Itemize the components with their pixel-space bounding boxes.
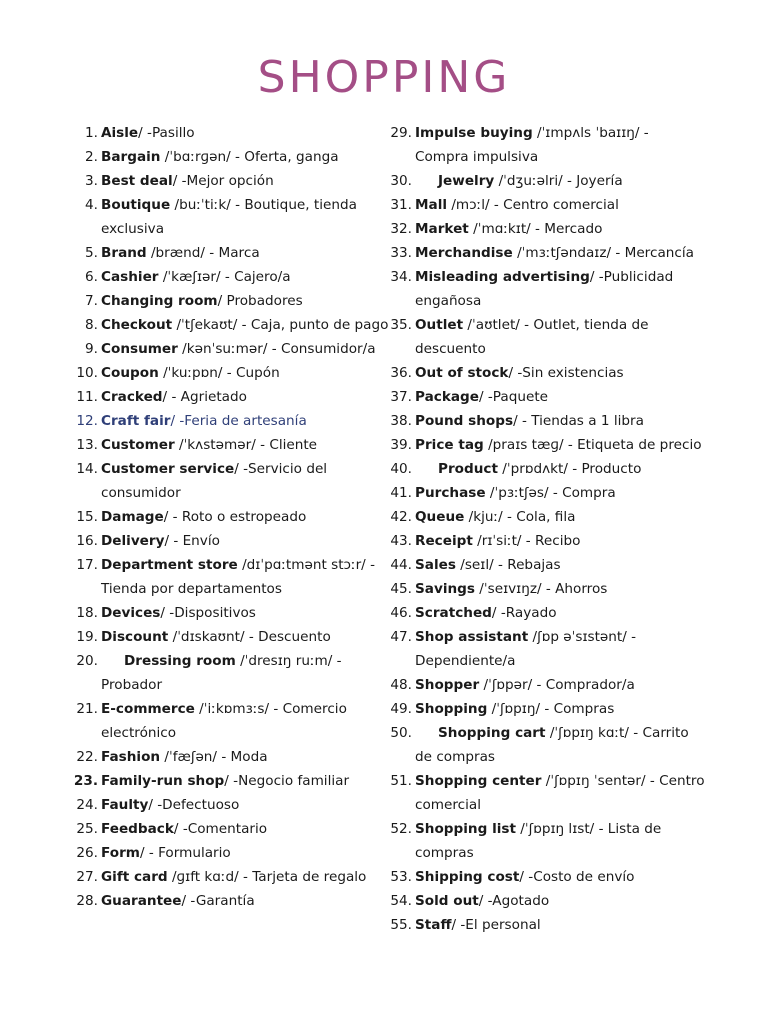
item-number: 37.	[390, 389, 412, 405]
vocab-term: Cracked	[101, 389, 163, 405]
vocab-definition: /ʃɒp əˈsɪstənt/ - Dependiente/a	[415, 629, 637, 669]
vocab-term: Misleading advertising	[415, 269, 590, 285]
item-number: 20.	[76, 653, 98, 669]
vocab-term: Shopper	[415, 677, 480, 693]
vocab-term: Changing room	[101, 293, 218, 309]
vocab-definition: / -Agotado	[478, 893, 550, 909]
vocab-item	[386, 241, 704, 265]
vocab-item	[72, 553, 388, 601]
vocab-definition: / -Defectuoso	[148, 797, 240, 813]
item-number: 36.	[390, 365, 412, 381]
vocab-definition: /ˈkæʃɪər/ - Cajero/a	[158, 269, 291, 285]
vocab-term: Bargain	[101, 149, 161, 165]
vocab-term: Aisle	[101, 125, 139, 141]
vocab-item	[72, 265, 388, 289]
vocab-item	[386, 625, 704, 673]
vocab-term: Purchase	[415, 485, 486, 501]
vocab-definition: /mɔːl/ - Centro comercial	[447, 197, 619, 213]
vocab-definition: / -Paquete	[479, 389, 549, 405]
vocab-definition: / -Mejor opción	[172, 173, 274, 189]
item-number: 29.	[390, 125, 412, 141]
vocab-item	[72, 601, 388, 625]
vocab-definition: /ˈseɪvɪŋz/ - Ahorros	[474, 581, 608, 597]
vocab-item	[386, 697, 704, 721]
item-number: 45.	[390, 581, 412, 597]
item-number: 1.	[85, 125, 98, 141]
item-number: 32.	[390, 221, 412, 237]
item-number: 7.	[85, 293, 98, 309]
vocab-item	[386, 673, 704, 697]
vocab-definition: /brænd/ - Marca	[146, 245, 260, 261]
vocab-item	[72, 337, 388, 361]
vocab-item	[72, 193, 388, 241]
vocab-definition: / -Publicidad engañosa	[415, 269, 674, 309]
vocab-item	[72, 241, 388, 265]
vocab-definition: / -Servicio del consumidor	[101, 461, 328, 501]
vocab-term: Boutique	[101, 197, 171, 213]
item-number: 17.	[76, 557, 98, 573]
vocab-item	[72, 865, 388, 889]
vocab-definition: / - Tiendas a 1 libra	[513, 413, 644, 429]
vocab-definition: /ˈiːkɒmɜːs/ - Comercio electrónico	[101, 701, 347, 741]
item-number: 21.	[76, 701, 98, 717]
item-number: 54.	[390, 893, 412, 909]
vocab-term: Pound shops	[415, 413, 514, 429]
vocab-item	[72, 625, 388, 649]
item-number: 24.	[76, 797, 98, 813]
item-number: 3.	[85, 173, 98, 189]
vocab-term: Guarantee	[101, 893, 182, 909]
vocab-term: Gift card	[101, 869, 168, 885]
vocab-item	[386, 169, 704, 193]
item-number: 28.	[76, 893, 98, 909]
item-number: 51.	[390, 773, 412, 789]
vocab-definition: / - Agrietado	[162, 389, 247, 405]
vocab-definition: /praɪs tæɡ/ - Etiqueta de precio	[483, 437, 702, 453]
item-number: 35.	[390, 317, 412, 333]
vocab-item	[72, 505, 388, 529]
item-number: 47.	[390, 629, 412, 645]
vocab-term: Staff	[415, 917, 452, 933]
item-number: 5.	[85, 245, 98, 261]
vocab-term: Shop assistant	[415, 629, 529, 645]
vocab-term: Family-run shop	[101, 773, 225, 789]
vocab-item	[72, 745, 388, 769]
vocab-item	[72, 409, 388, 433]
vocab-item	[386, 313, 704, 361]
vocab-term: Impulse buying	[415, 125, 533, 141]
vocab-definition: /ˈaʊtlet/ - Outlet, tienda de descuento	[415, 317, 649, 357]
item-number: 30.	[390, 173, 412, 189]
vocab-term: Discount	[101, 629, 169, 645]
vocab-definition: / -Rayado	[491, 605, 557, 621]
item-number: 46.	[390, 605, 412, 621]
vocab-term: Mall	[415, 197, 448, 213]
item-number: 33.	[390, 245, 412, 261]
item-number: 12.	[76, 413, 98, 429]
vocab-item	[386, 601, 704, 625]
vocab-item	[72, 817, 388, 841]
vocab-item	[386, 577, 704, 601]
item-number: 15.	[76, 509, 98, 525]
vocab-term: Delivery	[101, 533, 165, 549]
vocab-term: Product	[438, 461, 498, 477]
item-number: 50.	[390, 725, 412, 741]
vocab-definition: /ˈfæʃən/ - Moda	[160, 749, 268, 765]
item-number: 13.	[76, 437, 98, 453]
vocab-item	[386, 193, 704, 217]
vocab-item	[386, 121, 704, 169]
item-number: 53.	[390, 869, 412, 885]
vocabulary-list-left	[72, 121, 388, 913]
vocab-definition: /ˈpɜːtʃəs/ - Compra	[485, 485, 616, 501]
vocab-definition: /ˈkʌstəmər/ - Cliente	[174, 437, 318, 453]
vocab-item	[72, 841, 388, 865]
vocab-definition: /ˈɪmpʌls ˈbaɪɪŋ/ - Compra impulsiva	[415, 125, 649, 165]
vocab-term: Dressing room	[124, 653, 236, 669]
vocab-term: Form	[101, 845, 140, 861]
item-number: 26.	[76, 845, 98, 861]
vocab-item	[72, 289, 388, 313]
vocab-definition: /ˈbɑːrɡən/ - Oferta, ganga	[160, 149, 339, 165]
page-title: SHOPPING	[257, 52, 511, 103]
vocab-item	[386, 265, 704, 313]
vocab-item	[72, 457, 388, 505]
vocab-item	[72, 385, 388, 409]
item-number: 16.	[76, 533, 98, 549]
vocab-item	[386, 409, 704, 433]
vocab-definition: /ɡɪft kɑːd/ - Tarjeta de regalo	[167, 869, 367, 885]
item-number: 4.	[85, 197, 98, 213]
vocab-term: Best deal	[101, 173, 173, 189]
vocab-item	[72, 769, 388, 793]
item-number: 42.	[390, 509, 412, 525]
vocab-item	[72, 889, 388, 913]
vocab-item	[386, 529, 704, 553]
vocab-definition: / - Formulario	[139, 845, 231, 861]
vocab-term: Out of stock	[415, 365, 509, 381]
vocab-term: Savings	[415, 581, 475, 597]
item-number: 39.	[390, 437, 412, 453]
vocab-item	[72, 793, 388, 817]
vocab-term: Shopping	[415, 701, 488, 717]
item-number: 2.	[85, 149, 98, 165]
vocab-definition: /ˈmɑːkɪt/ - Mercado	[468, 221, 603, 237]
vocab-term: Craft fair	[101, 413, 171, 429]
vocab-definition: / -Costo de envío	[519, 869, 635, 885]
vocab-term: Feedback	[101, 821, 174, 837]
vocab-item	[72, 169, 388, 193]
vocab-term: Brand	[101, 245, 147, 261]
item-number: 11.	[76, 389, 98, 405]
vocab-term: Fashion	[101, 749, 161, 765]
vocab-item	[72, 361, 388, 385]
vocab-item	[72, 649, 388, 697]
vocab-item	[72, 145, 388, 169]
vocab-term: Price tag	[415, 437, 484, 453]
vocab-definition: / -Negocio familiar	[224, 773, 350, 789]
vocab-term: Merchandise	[415, 245, 513, 261]
item-number: 44.	[390, 557, 412, 573]
vocab-term: Customer	[101, 437, 175, 453]
item-number: 41.	[390, 485, 412, 501]
vocab-item	[386, 217, 704, 241]
vocab-definition: /ˈdʒuːəlri/ - Joyería	[494, 173, 623, 189]
vocab-item	[72, 529, 388, 553]
vocab-item	[386, 769, 704, 817]
vocab-item	[386, 721, 704, 769]
vocab-definition: / -Pasillo	[138, 125, 195, 141]
vocab-item	[386, 865, 704, 889]
item-number: 31.	[390, 197, 412, 213]
vocab-term: Jewelry	[438, 173, 495, 189]
item-number: 25.	[76, 821, 98, 837]
vocab-item	[72, 697, 388, 745]
item-number: 6.	[85, 269, 98, 285]
item-number: 52.	[390, 821, 412, 837]
vocab-definition: /ˈdɪskaʊnt/ - Descuento	[168, 629, 331, 645]
vocabulary-list-right	[386, 121, 704, 937]
vocab-term: Damage	[101, 509, 164, 525]
vocab-definition: / - Roto o estropeado	[163, 509, 307, 525]
vocab-definition: /ˈprɒdʌkt/ - Producto	[497, 461, 642, 477]
item-number: 34.	[390, 269, 412, 285]
vocab-definition: /ˈʃɒpɪŋ ˈsentər/ - Centro comercial	[415, 773, 705, 813]
vocab-item	[386, 505, 704, 529]
vocab-definition: /buːˈtiːk/ - Boutique, tienda exclusiva	[101, 197, 357, 237]
vocab-definition: / -Garantía	[181, 893, 255, 909]
vocab-term: Shopping center	[415, 773, 542, 789]
vocab-definition: / -El personal	[451, 917, 541, 933]
vocab-definition: /dɪˈpɑːtmənt stɔːr/ - Tienda por departamentos	[101, 557, 375, 597]
vocab-item	[386, 889, 704, 913]
item-number: 18.	[76, 605, 98, 621]
vocab-item	[72, 433, 388, 457]
vocab-definition: / -Feria de artesanía	[170, 413, 307, 429]
vocab-term: E-commerce	[101, 701, 195, 717]
item-number: 38.	[390, 413, 412, 429]
vocab-term: Department store	[101, 557, 238, 573]
vocab-term: Sold out	[415, 893, 479, 909]
vocab-item	[386, 913, 704, 937]
vocab-item	[72, 121, 388, 145]
vocab-term: Customer service	[101, 461, 235, 477]
vocab-term: Queue	[415, 509, 465, 525]
vocab-definition: /rɪˈsiːt/ - Recibo	[472, 533, 581, 549]
vocab-item	[386, 361, 704, 385]
item-number: 40.	[390, 461, 412, 477]
vocab-term: Shopping list	[415, 821, 516, 837]
vocab-term: Outlet	[415, 317, 464, 333]
vocab-term: Shopping cart	[438, 725, 546, 741]
vocab-item	[386, 433, 704, 457]
vocab-item	[386, 553, 704, 577]
vocab-term: Package	[415, 389, 479, 405]
vocab-definition: /ˈʃɒpɪŋ lɪst/ - Lista de compras	[415, 821, 662, 861]
vocab-item	[72, 313, 388, 337]
vocab-item	[386, 481, 704, 505]
item-number: 9.	[85, 341, 98, 357]
item-number: 49.	[390, 701, 412, 717]
item-number: 14.	[76, 461, 98, 477]
vocab-definition: / -Comentario	[173, 821, 268, 837]
vocab-definition: / Probadores	[217, 293, 303, 309]
item-number: 19.	[76, 629, 98, 645]
vocab-definition: /kjuː/ - Cola, fila	[464, 509, 576, 525]
item-number: 22.	[76, 749, 98, 765]
vocab-definition: /seɪl/ - Rebajas	[455, 557, 561, 573]
vocab-definition: /ˈdresɪŋ ruːm/ - Probador	[101, 653, 342, 693]
item-number: 23.	[73, 773, 98, 789]
item-number: 48.	[390, 677, 412, 693]
vocab-term: Coupon	[101, 365, 159, 381]
item-number: 10.	[76, 365, 98, 381]
vocab-definition: /ˈtʃekaʊt/ - Caja, punto de pago	[172, 317, 389, 333]
vocab-item	[386, 385, 704, 409]
vocab-definition: /ˈkuːpɒn/ - Cupón	[158, 365, 280, 381]
vocab-term: Cashier	[101, 269, 159, 285]
vocab-term: Faulty	[101, 797, 149, 813]
item-number: 8.	[85, 317, 98, 333]
vocab-term: Shipping cost	[415, 869, 520, 885]
item-number: 43.	[390, 533, 412, 549]
vocab-term: Receipt	[415, 533, 473, 549]
vocab-definition: / -Dispositivos	[160, 605, 256, 621]
vocab-definition: /ˈmɜːtʃəndaɪz/ - Mercancía	[512, 245, 694, 261]
vocab-term: Scratched	[415, 605, 492, 621]
item-number: 27.	[76, 869, 98, 885]
vocab-item	[386, 457, 704, 481]
vocab-definition: / - Envío	[164, 533, 220, 549]
vocab-definition: /ˈʃɒpər/ - Comprador/a	[479, 677, 635, 693]
vocab-item	[386, 817, 704, 865]
vocab-definition: /kənˈsuːmər/ - Consumidor/a	[177, 341, 376, 357]
vocab-term: Sales	[415, 557, 456, 573]
vocab-definition: / -Sin existencias	[508, 365, 624, 381]
vocab-term: Checkout	[101, 317, 173, 333]
vocab-term: Market	[415, 221, 469, 237]
item-number: 55.	[390, 917, 412, 933]
vocab-definition: /ˈʃɒpɪŋ/ - Compras	[487, 701, 615, 717]
vocab-term: Devices	[101, 605, 161, 621]
vocab-definition: /ˈʃɒpɪŋ kɑːt/ - Carrito de compras	[415, 725, 689, 765]
vocab-term: Consumer	[101, 341, 178, 357]
